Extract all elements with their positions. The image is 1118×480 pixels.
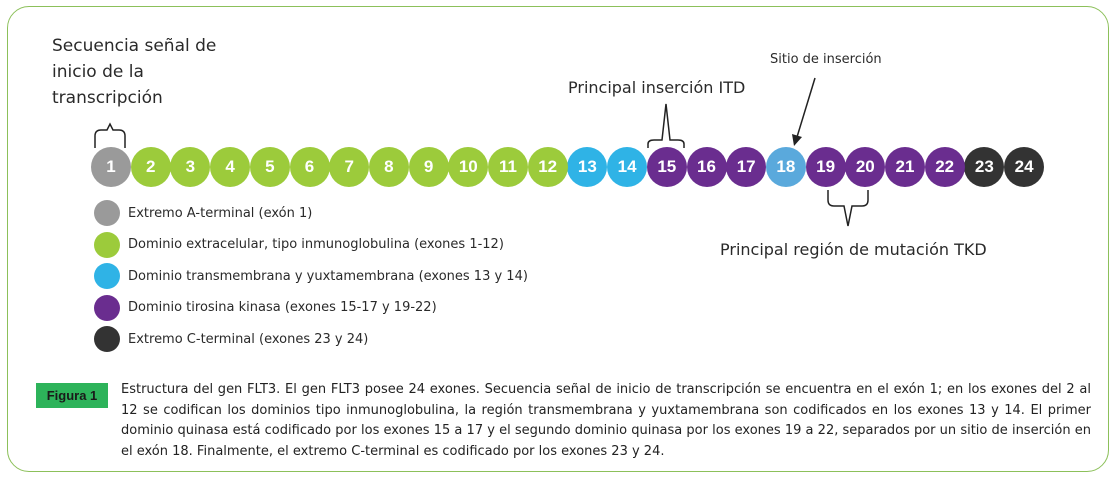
legend-swatch bbox=[94, 232, 120, 258]
legend-swatch bbox=[94, 263, 120, 289]
figure-badge: Figura 1 bbox=[36, 383, 108, 408]
legend-text: Extremo C-terminal (exones 23 y 24) bbox=[128, 331, 369, 347]
exon-23: 23 bbox=[964, 147, 1004, 187]
exon-12: 12 bbox=[528, 147, 568, 187]
exon-5: 5 bbox=[250, 147, 290, 187]
exon-4: 4 bbox=[210, 147, 250, 187]
exon-17: 17 bbox=[726, 147, 766, 187]
exon-7: 7 bbox=[329, 147, 369, 187]
insertion-arrow-head bbox=[792, 134, 802, 146]
exon-24: 24 bbox=[1004, 147, 1044, 187]
exon-6: 6 bbox=[290, 147, 330, 187]
exon-2: 2 bbox=[131, 147, 171, 187]
legend-swatch bbox=[94, 200, 120, 226]
exon-3: 3 bbox=[170, 147, 210, 187]
exon-10: 10 bbox=[448, 147, 488, 187]
exon-9: 9 bbox=[409, 147, 449, 187]
insertion-site-label: Sitio de inserción bbox=[770, 52, 882, 67]
exon-8: 8 bbox=[369, 147, 409, 187]
figure-caption: Estructura del gen FLT3. El gen FLT3 posee 24 exones. Secuencia señal de inicio de transcripción se encuentra en el exón 1; en los exones del 2 al 12 se codifican los dominios tipo inmunoglobulina, la región transmembrana y yuxtamembrana son codificados en los exones 13 y 14. El primer dominio quinasa está codificado por los exones 15 a 17 y el segundo dominio quinasa por los exones 19 a 22, separados por un sitio de inserción en el exón 18. Finalmente, el extremo C-terminal es codificado por los exones 23 y 24. bbox=[121, 382, 1091, 459]
tkd-mutation-label: Principal región de mutación TKD bbox=[720, 240, 987, 259]
legend-text: Dominio tirosina kinasa (exones 15-17 y 19-22) bbox=[128, 300, 437, 315]
legend-item bbox=[94, 295, 437, 321]
exon-16: 16 bbox=[687, 147, 727, 187]
tkd-bracket bbox=[828, 190, 868, 226]
legend-item bbox=[94, 263, 528, 289]
start-sequence-label: Secuencia señal de inicio de la transcripción bbox=[52, 36, 217, 108]
exon-1: 1 bbox=[91, 147, 131, 187]
exon-22: 22 bbox=[925, 147, 965, 187]
legend-text: Dominio transmembrana y yuxtamembrana (exones 13 y 14) bbox=[128, 268, 528, 284]
exon-15: 15 bbox=[647, 147, 687, 187]
exon-19: 19 bbox=[806, 147, 846, 187]
legend-swatch bbox=[94, 295, 120, 321]
legend-item bbox=[94, 200, 312, 226]
exon-14: 14 bbox=[607, 147, 647, 187]
exon1-bracket bbox=[95, 124, 125, 148]
legend-item bbox=[94, 232, 504, 258]
exon-21: 21 bbox=[885, 147, 925, 187]
insertion-arrow-line bbox=[797, 78, 815, 137]
itd-insertion-label: Principal inserción ITD bbox=[568, 78, 746, 97]
legend-item bbox=[94, 326, 368, 352]
exon-20: 20 bbox=[845, 147, 885, 187]
exon-18: 18 bbox=[766, 147, 806, 187]
legend-swatch bbox=[94, 326, 120, 352]
exon-13: 13 bbox=[567, 147, 607, 187]
legend-text: Extremo A-terminal (exón 1) bbox=[128, 205, 313, 221]
itd-bracket bbox=[648, 104, 684, 148]
exon-11: 11 bbox=[488, 147, 528, 187]
legend-text: Dominio extracelular, tipo inmunoglobulina (exones 1-12) bbox=[128, 237, 504, 252]
